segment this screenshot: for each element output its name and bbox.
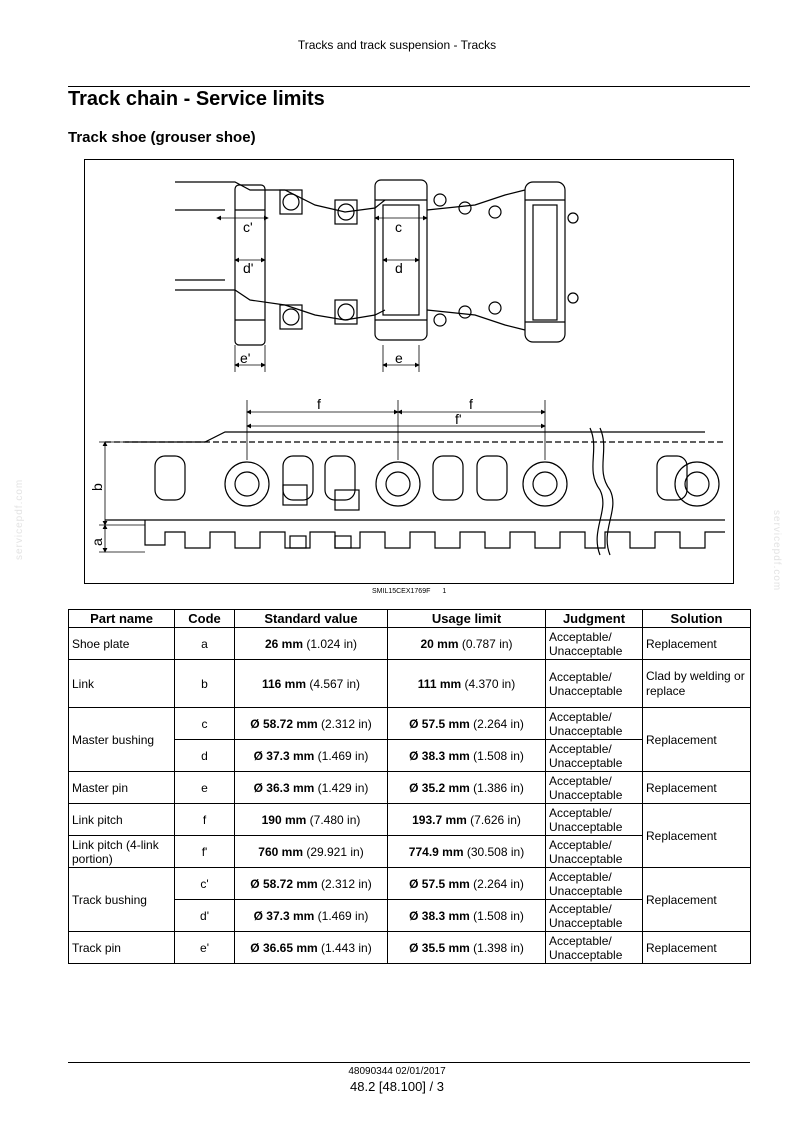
cell-part: Master bushing xyxy=(69,708,175,772)
cell-judgment: Acceptable/ Unacceptable xyxy=(546,868,643,900)
watermark-right: servicepdf.com xyxy=(771,510,782,592)
cell-standard: Ø 37.3 mm (1.469 in) xyxy=(235,740,388,772)
cell-standard: Ø 58.72 mm (2.312 in) xyxy=(235,708,388,740)
cell-part: Track bushing xyxy=(69,868,175,932)
label-d: d xyxy=(395,260,403,276)
cell-solution: Replacement xyxy=(643,932,751,964)
cell-part: Link pitch (4-link portion) xyxy=(69,836,175,868)
cell-limit: Ø 35.2 mm (1.386 in) xyxy=(388,772,546,804)
col-header-judgment: Judgment xyxy=(546,610,643,628)
footer-doc-ref: 48090344 02/01/2017 xyxy=(348,1066,446,1077)
cell-solution: Clad by welding or replace xyxy=(643,660,751,708)
section-subtitle: Track shoe (grouser shoe) xyxy=(68,129,256,146)
cell-judgment: Acceptable/ Unacceptable xyxy=(546,772,643,804)
running-header: Tracks and track suspension - Tracks xyxy=(297,38,497,52)
cell-part: Link pitch xyxy=(69,804,175,836)
cell-limit: Ø 35.5 mm (1.398 in) xyxy=(388,932,546,964)
table-row xyxy=(69,628,751,660)
table-row xyxy=(69,660,751,708)
figure-caption xyxy=(372,588,446,595)
cell-judgment: Acceptable/ Unacceptable xyxy=(546,740,643,772)
cell-standard: Ø 36.65 mm (1.443 in) xyxy=(235,932,388,964)
col-header-limit: Usage limit xyxy=(388,610,546,628)
cell-code: d' xyxy=(175,900,235,932)
watermark-left: servicepdf.com xyxy=(14,478,25,560)
cell-standard: 190 mm (7.480 in) xyxy=(235,804,388,836)
cell-part: Track pin xyxy=(69,932,175,964)
cell-limit: 774.9 mm (30.508 in) xyxy=(388,836,546,868)
cell-standard: 26 mm (1.024 in) xyxy=(235,628,388,660)
track-chain-figure xyxy=(84,159,734,584)
label-e-prime: e' xyxy=(240,350,251,366)
cell-code: c xyxy=(175,708,235,740)
cell-judgment: Acceptable/ Unacceptable xyxy=(546,932,643,964)
footer-page-ref: 48.2 [48.100] / 3 xyxy=(350,1079,444,1094)
cell-solution: Replacement xyxy=(643,708,751,772)
cell-standard: Ø 37.3 mm (1.469 in) xyxy=(235,900,388,932)
cell-judgment: Acceptable/ Unacceptable xyxy=(546,804,643,836)
label-f2: f xyxy=(469,396,473,412)
col-header-code: Code xyxy=(175,610,235,628)
cell-limit: 20 mm (0.787 in) xyxy=(388,628,546,660)
table-row xyxy=(69,772,751,804)
cell-code: f' xyxy=(175,836,235,868)
cell-solution: Replacement xyxy=(643,772,751,804)
label-c: c xyxy=(395,219,402,235)
cell-judgment: Acceptable/ Unacceptable xyxy=(546,628,643,660)
cell-solution: Replacement xyxy=(643,628,751,660)
col-header-solution: Solution xyxy=(643,610,751,628)
figure-caption-id: SMIL15CEX1769F xyxy=(372,588,431,595)
cell-limit: Ø 38.3 mm (1.508 in) xyxy=(388,900,546,932)
cell-part: Master pin xyxy=(69,772,175,804)
cell-code: c' xyxy=(175,868,235,900)
table-row xyxy=(69,932,751,964)
cell-part: Shoe plate xyxy=(69,628,175,660)
cell-code: a xyxy=(175,628,235,660)
label-f1: f xyxy=(317,396,321,412)
label-a: a xyxy=(89,538,105,546)
cell-code: e' xyxy=(175,932,235,964)
col-header-part: Part name xyxy=(69,610,175,628)
footer-rule xyxy=(68,1062,750,1063)
cell-standard: 760 mm (29.921 in) xyxy=(235,836,388,868)
label-b: b xyxy=(89,483,105,491)
cell-limit: Ø 57.5 mm (2.264 in) xyxy=(388,708,546,740)
cell-solution: Replacement xyxy=(643,868,751,932)
col-header-standard: Standard value xyxy=(235,610,388,628)
cell-limit: Ø 57.5 mm (2.264 in) xyxy=(388,868,546,900)
cell-judgment: Acceptable/ Unacceptable xyxy=(546,660,643,708)
table-row xyxy=(69,708,751,740)
cell-part: Link xyxy=(69,660,175,708)
track-chain-drawing xyxy=(85,160,733,583)
cell-code: d xyxy=(175,740,235,772)
cell-limit: 111 mm (4.370 in) xyxy=(388,660,546,708)
label-f-prime: f' xyxy=(455,411,462,427)
label-c-prime: c' xyxy=(243,219,253,235)
cell-code: f xyxy=(175,804,235,836)
cell-standard: Ø 58.72 mm (2.312 in) xyxy=(235,868,388,900)
cell-solution: Replacement xyxy=(643,804,751,868)
cell-standard: Ø 36.3 mm (1.429 in) xyxy=(235,772,388,804)
cell-judgment: Acceptable/ Unacceptable xyxy=(546,900,643,932)
cell-code: e xyxy=(175,772,235,804)
header-rule xyxy=(68,86,750,87)
figure-caption-number: 1 xyxy=(442,588,447,595)
cell-standard: 116 mm (4.567 in) xyxy=(235,660,388,708)
label-d-prime: d' xyxy=(243,260,254,276)
cell-code: b xyxy=(175,660,235,708)
service-limits-table xyxy=(68,609,751,964)
page-title: Track chain - Service limits xyxy=(68,88,325,110)
label-e: e xyxy=(395,350,403,366)
table-row xyxy=(69,804,751,836)
cell-limit: Ø 38.3 mm (1.508 in) xyxy=(388,740,546,772)
cell-judgment: Acceptable/ Unacceptable xyxy=(546,836,643,868)
table-header-row xyxy=(69,610,751,628)
cell-judgment: Acceptable/ Unacceptable xyxy=(546,708,643,740)
table-row xyxy=(69,868,751,900)
cell-limit: 193.7 mm (7.626 in) xyxy=(388,804,546,836)
